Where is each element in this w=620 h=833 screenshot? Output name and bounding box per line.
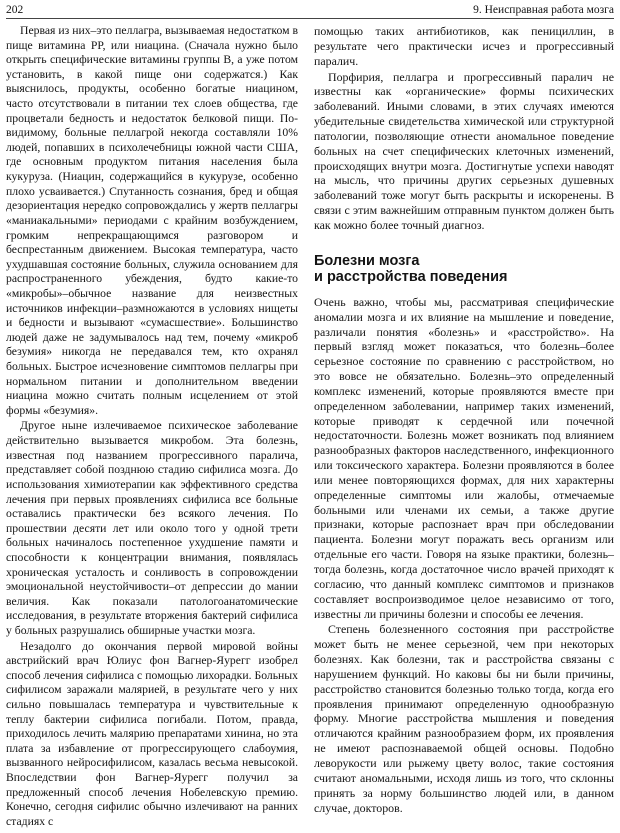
header-rule [6, 18, 614, 19]
section-heading-line-1: Болезни мозга [314, 252, 420, 269]
right-column [314, 24, 614, 815]
section-heading [314, 253, 614, 285]
paragraph-continuation: помощью таких антибиотиков, как пенициллин, в результате чего практически исчез и прогрессивный паралич. [314, 24, 614, 68]
paragraph-pellagra: Первая из них–это пеллагра, вызываемая недостатком в пище витамина PP, или ниацина. (Сначала нужно было открыть специфические витамины группы В, а уже потом установить, в какой пище они содержатся.) Как выяснилось, продукты, особенно богатые ниацином, часто отсутствовали в питании тех слоев общества, где процветали бедность и недостаток белковой пищи. По-видимому, больные пеллагрой некогда составляли 10% людей, попавших в психолечебницы южной части США, где основным продуктом питания населения была кукуруза. (Ниацин, содержащийся в кукурузе, особенно плохо усваивается.) Спутанность сознания, бред и общая дезориентация нередко сопровождались у жертв пеллагры «маниакальными» периодами с крайним возбуждением, громким непрекращающимся разговором и беспрестанным движением. Высокая температура, часто ухудшавшая состояние больных, служила основанием для распространенного убеждения, будто какие-то «микробы»–обычное название для неизвестных источников инфекции–размножаются в условиях нищеты и бедности и вызывают «сумасшествие». Большинство людей даже не задумывалось над тем, почему «микроб безумия» никогда не передавался тем, кто охранял больных. Быстрое исчезновение симптомов пеллагры при нормальном питании и дополнительном введении ниацина можно считать полным исцелением от этой формы «безумия». [6, 24, 298, 417]
paragraph-disorder-severity: Степень болезненного состояния при расстройстве может быть не менее серьезной, чем при некоторых болезнях. Как болезни, так и расстройства связаны с нарушением функций. Но каковы бы ни были причины, расстройство становится болезнью только тогда, когда его проявления принимают определенную однообразную форму. Многие расстройства мышления и поведения отличаются крайним разнообразием форм, их проявления не имеют распознаваемой общей основы. Подобно леворукости или рыжему цвету волос, такие состояния считают аномальными, исходя лишь из того, что склонны принять за норму большинство людей или, в данном случае, докторов. [314, 622, 614, 815]
paragraph-wagner-jauregg: Незадолго до окончания первой мировой войны австрийский врач Юлиус фон Вагнер-Яурегг изобрел способ лечения сифилиса с помощью лихорадки. Больных сифилисом заражали малярией, в результате чего у них сильно повышалась температура и чувствительные к теплу бактерии сифилиса погибали. Потом, правда, приходилось лечить малярию препаратами хинина, но эта плата за избавление от прогрессирующего слабоумия, вызванного нейросифилисом, казалась весьма невысокой. Впоследствии фон Вагнер-Яурегг получил за предложенный способ лечения Нобелевскую премию. Конечно, сегодня сифилис обычно излечивают на ранних стадиях с [6, 639, 298, 828]
paragraph-organic-forms: Порфирия, пеллагра и прогрессивный паралич не известны как «органические» формы психических заболеваний. Иными словами, в этих случаях имеются убедительные свидетельства химической или структурной патологии, позволяющие отнести аномальное поведение больных на счет специфических клеточных изменений, происходящих внутри мозга. Достигнутые успехи наводят на мысль, что причины других серьезных душевных заболеваний тоже могут быть раскрыты и искоренены. В связи с этим важнейшим отправным пунктом должен быть как можно более точный диагноз. [314, 69, 614, 232]
page-number: 202 [6, 4, 24, 16]
paragraph-progressive-paralysis: Другое ныне излечиваемое психическое заболевание действительно вызывается микробом. Эта болезнь, известная под названием прогрессивного паралича, представляет собой позднюю стадию сифилиса мозга. До использования химиотерапии как эффективного средства лечения при первых проявлениях сифилиса все больные оставались практически без всякого лечения. По прошествии десяти лет или около того у одной трети больных начиналось постепенное ухудшение памяти и способности к концентрации внимания, появлялась хроническая усталость и сонливость в сопровождении эмоциональной неустойчивости–от депрессии до мании величия. Как показали патологоанатомические исследования, в результате вторжения бактерий сифилиса у больных разрушались обширные участки мозга. [6, 419, 298, 637]
running-title: 9. Неисправная работа мозга [473, 4, 614, 16]
left-column [6, 24, 298, 830]
page-header [6, 3, 614, 17]
paragraph-disease-vs-disorder: Очень важно, чтобы мы, рассматривая специфические аномалии мозга и их влияние на мышление и поведение, различали понятия «болезнь» и «расстройство». На первый взгляд может показаться, что болезнь–более серьезное состояние по сравнению с расстройством, но это вовсе не обязательно. Болезнь–это определенный комплекс изменений, которые проявляются вместе при определенном заболевании, например таких изменений, которые приводят к сердечной или почечной недостаточности. Болезнь может возникать под влиянием разнообразных факторов наследственного, инфекционного или токсического характера. Болезни проявляются в более или менее повторяющихся формах, для них характерны определенные симптомы или жалобы, отмечаемые больными или членами их семьи, а также другие признаки, которые распознает врач при обследовании пациента. Болезни могут поражать весь организм или отдельные его части. Говоря на языке практики, болезнь–тогда болезнь, когда достаточное число врачей приходят к согласию, что данный комплекс симптомов и признаков составляет воспроизводимое целое независимо от того, известны ли причины болезни и способы ее лечения. [314, 294, 614, 621]
section-heading-line-2: и расстройства поведения [314, 268, 508, 285]
